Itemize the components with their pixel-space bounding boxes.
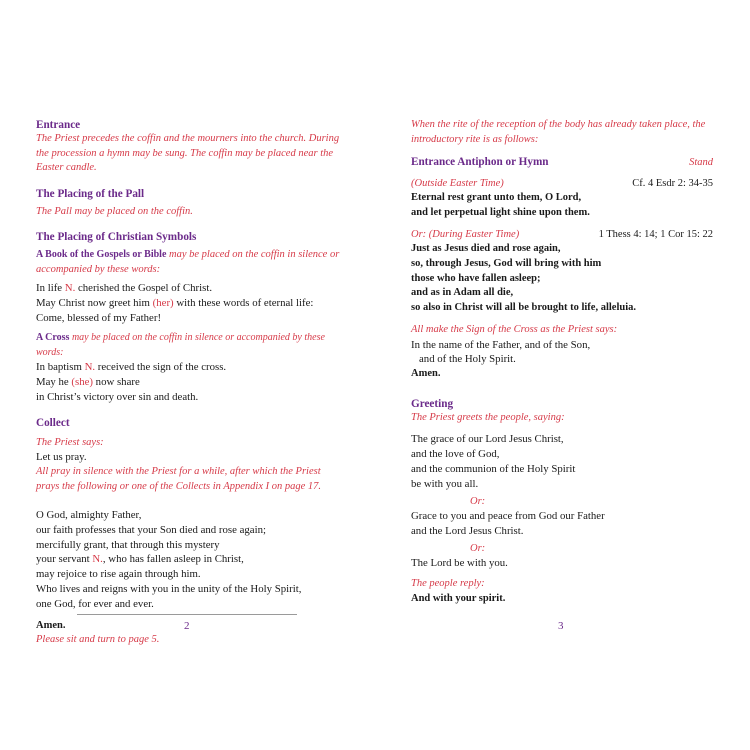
jesus-line: so, through Jesus, God will bring with him [411,257,602,269]
grace-line: and the communion of the Holy Spirit [411,463,576,476]
book-label: A Book of the Gospels or Bible [36,249,167,260]
let-us-pray: Let us pray. [36,451,87,464]
eternal-line: and let perpetual light shine upon them. [411,206,590,218]
prayer-line: may rejoice to rise again through him. [36,568,201,581]
pray-rubric: All pray in silence with the Priest for a while, after which the Priest prays the following or one of the Collects in Appendix I on page 17. [36,466,322,492]
antiphon-heading: Entrance Antiphon or Hymn [411,156,549,168]
priest-says-rubric: The Priest says: [36,436,104,448]
intro-rubric: When the rite of the reception of the body has already taken place, the introductory rite is as follows: [411,119,706,145]
or-rubric: Or: [470,542,486,554]
peace-line: and the Lord Jesus Christ. [411,524,524,537]
entrance-heading: Entrance [36,119,81,131]
eternal-line: Eternal rest grant unto them, O Lord, [411,192,582,203]
prayer-line: our faith professes that your Son died and rose again; [36,523,266,536]
prayer-line: O God, almighty Father, [36,509,142,522]
left-page [36,118,341,648]
book-line-3: Come, blessed of my Father! [36,311,162,324]
name-placeholder: N. [92,553,103,566]
outside-easter-label: (Outside Easter Time) [411,177,504,189]
sit-rubric: Please sit and turn to page 5. [36,634,160,646]
jesus-line: and as in Adam all die, [411,287,514,299]
people-reply-rubric: The people reply: [411,578,485,590]
book-line-2: May Christ now greet him (her) with these words of eternal life: [36,296,314,309]
prayer-line: one God, for ever and ever. [36,597,154,610]
outside-easter-row [411,177,713,192]
or-rubric: Or: [470,495,486,507]
lord-with-you: The Lord be with you. [411,557,508,570]
jesus-line: Just as Jesus died and rose again, [411,243,561,255]
and-with-your-spirit: And with your spirit. [411,592,506,604]
during-easter-label: Or: (During Easter Time) [411,228,520,240]
amen: Amen. [36,619,66,631]
cross-line-2: May he (she) now share [36,376,140,389]
during-easter-ref: 1 Thess 4: 14; 1 Cor 15: 22 [598,228,713,240]
amen: Amen. [411,368,441,380]
pall-heading: The Placing of the Pall [36,187,145,200]
entrance-rubric: The Priest precedes the coffin and the mourners into the church. During the procession a hymn may be sung. The coffin may be placed near the Easter candle. [36,133,340,173]
cross-rubric-text: may be placed on the coffin in silence or accompanied by these words: [36,332,325,358]
servant-line: your servant N., who has fallen asleep in Christ, [36,553,244,566]
greeting-heading: Greeting [411,397,454,410]
page-number-left: 2 [184,620,190,632]
collect-heading: Collect [36,416,70,429]
her-placeholder: (her) [152,296,174,309]
cross-rubric [36,331,341,360]
cross-label: A Cross [36,332,70,344]
cross-line-3: in Christ’s victory over sin and death. [36,390,199,403]
sign-line-1: In the name of the Father, and of the Son, [411,338,591,351]
during-easter-row [411,228,713,243]
sign-rubric: All make the Sign of the Cross as the Priest says: [411,324,618,336]
page-number-right: 3 [558,620,564,632]
sign-line-2: and of the Holy Spirit. [419,353,516,366]
antiphon-header [411,155,713,171]
she-placeholder: (she) [71,376,93,389]
outside-easter-ref: Cf. 4 Esdr 2: 34-35 [632,177,713,189]
cross-line-1: In baptism N. received the sign of the cross. [36,361,227,374]
book-line-1: In life N. cherished the Gospel of Christ. [36,282,213,294]
grace-line: and the love of God, [411,448,500,461]
name-placeholder: N. [84,361,96,374]
prayer-line: mercifully grant, that through this mystery [36,538,220,551]
pall-rubric: The Pall may be placed on the coffin. [36,205,193,217]
greets-rubric: The Priest greets the people, saying: [411,411,565,423]
peace-line: Grace to you and peace from God our Father [411,510,605,523]
jesus-line: so also in Christ will all be brought to life, alleluia. [411,302,636,314]
jesus-line: those who have fallen asleep; [411,272,541,284]
right-page [411,118,713,606]
footer-rule [77,614,297,615]
prayer-line: Who lives and reigns with you in the unity of the Holy Spirit, [36,583,302,596]
stand-rubric: Stand [689,157,713,168]
grace-line: The grace of our Lord Jesus Christ, [411,433,564,446]
book-rubric [36,248,341,277]
grace-line: be with you all. [411,477,479,490]
book-rubric-text: may be placed on the coffin in silence or accompanied by these words: [36,249,340,275]
name-placeholder: N. [64,282,76,294]
symbols-heading: The Placing of Christian Symbols [36,231,197,243]
